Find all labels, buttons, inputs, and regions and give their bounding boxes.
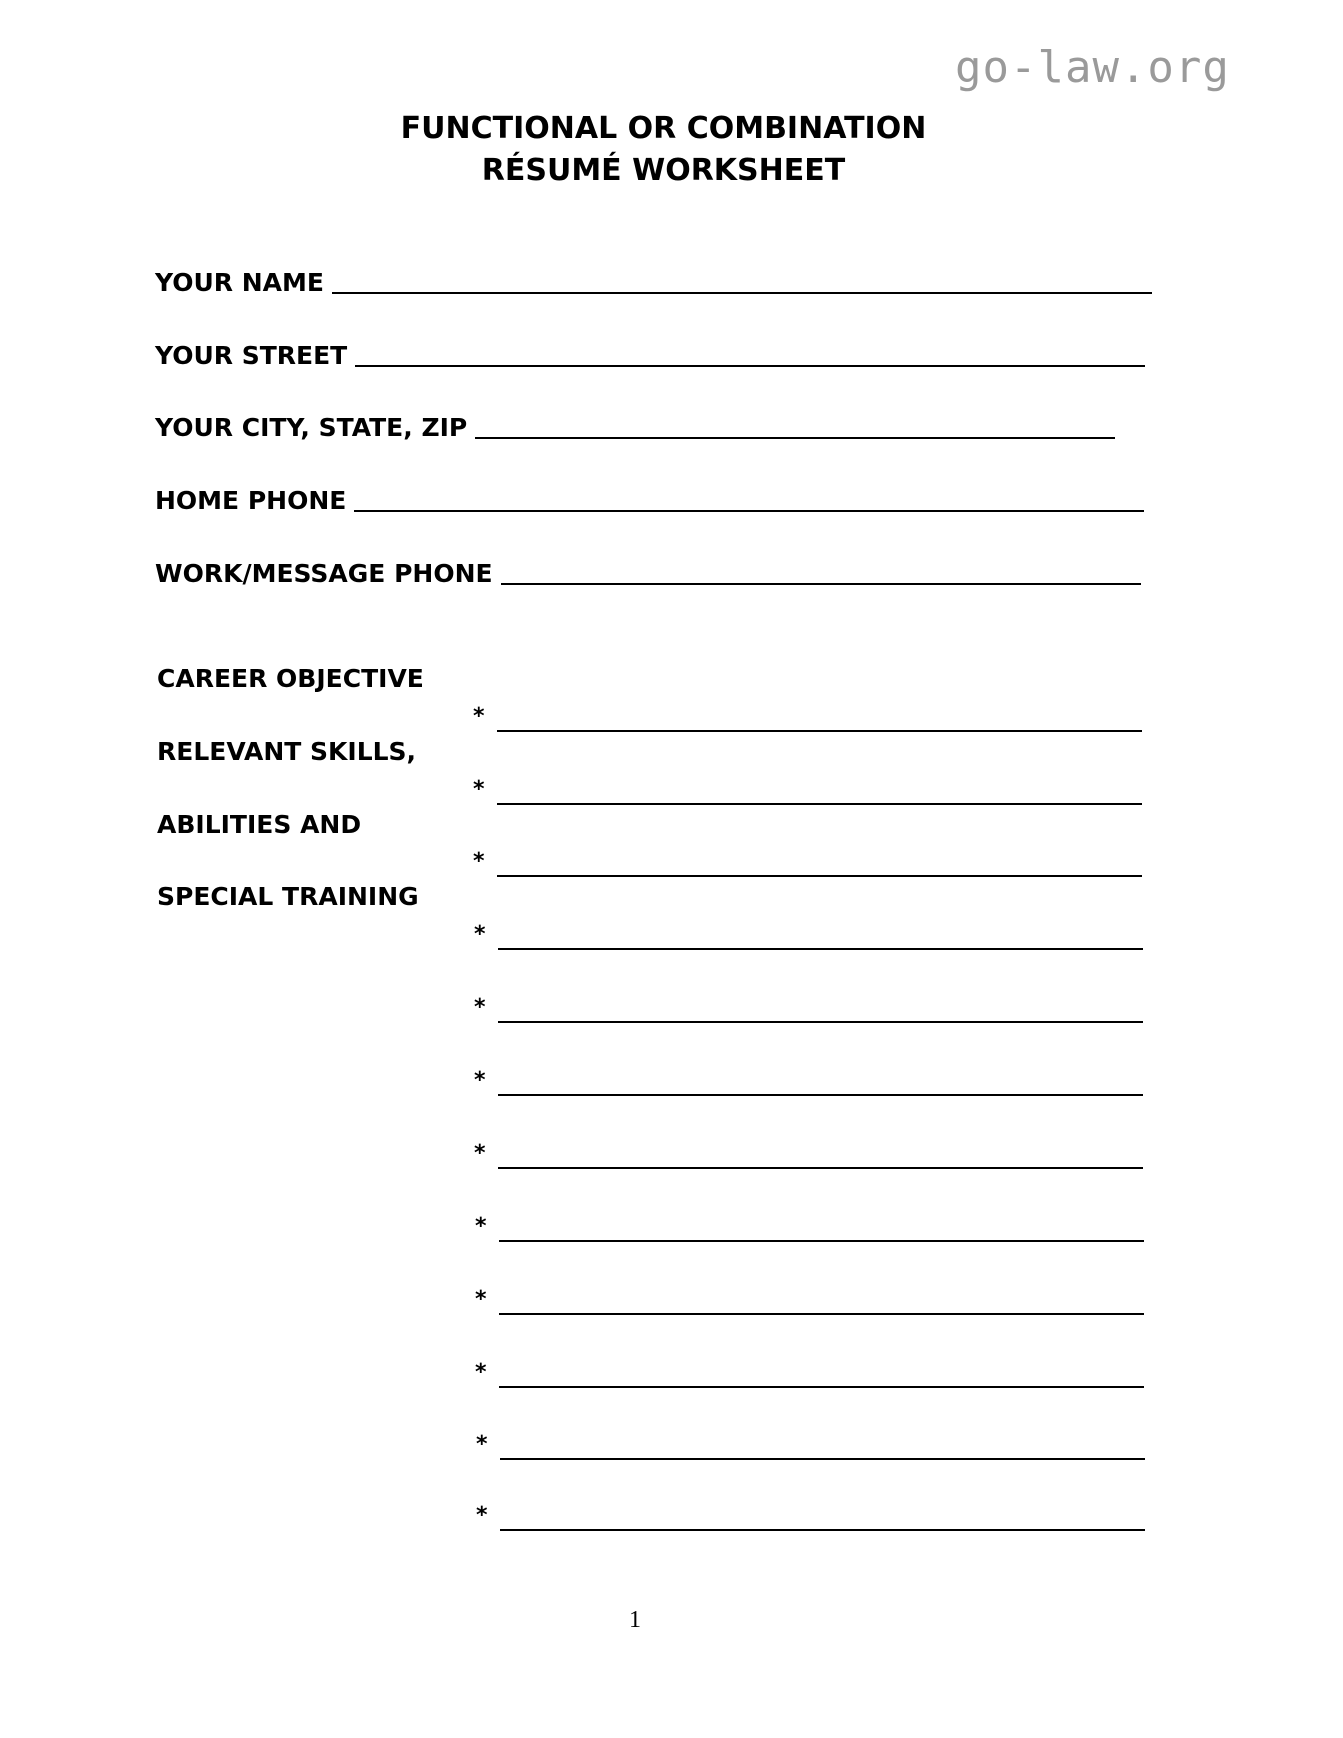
page-title bbox=[0, 108, 1343, 192]
bullet-input-line[interactable] bbox=[497, 730, 1142, 732]
bullet-icon: * bbox=[475, 1360, 487, 1385]
bullet-input-line[interactable] bbox=[498, 1094, 1143, 1096]
home-phone-field bbox=[155, 482, 1144, 516]
work-phone-label: WORK/MESSAGE PHONE bbox=[155, 559, 493, 588]
bullet-input-line[interactable] bbox=[497, 803, 1142, 805]
street-label: YOUR STREET bbox=[155, 341, 348, 370]
title-line-1: FUNCTIONAL OR COMBINATION bbox=[400, 111, 927, 146]
work-phone-field bbox=[155, 555, 1141, 589]
name-input-line[interactable] bbox=[332, 292, 1152, 294]
bullet-icon: * bbox=[473, 777, 485, 802]
bullet-input-line[interactable] bbox=[498, 1021, 1143, 1023]
bullet-icon: * bbox=[476, 1503, 488, 1528]
street-field bbox=[155, 337, 1145, 371]
work-phone-input-line[interactable] bbox=[501, 583, 1141, 585]
bullet-icon: * bbox=[474, 995, 486, 1020]
street-input-line[interactable] bbox=[355, 365, 1145, 367]
bullet-icon: * bbox=[474, 922, 486, 947]
bullet-input-line[interactable] bbox=[499, 1240, 1144, 1242]
bullet-input-line[interactable] bbox=[500, 1529, 1145, 1531]
bullet-icon: * bbox=[475, 1214, 487, 1239]
special-training-label: SPECIAL TRAINING bbox=[157, 882, 419, 911]
bullet-icon: * bbox=[474, 1141, 486, 1166]
abilities-label: ABILITIES AND bbox=[157, 810, 362, 839]
bullet-icon: * bbox=[474, 1068, 486, 1093]
watermark: go-law.org bbox=[955, 42, 1230, 93]
bullet-icon: * bbox=[473, 849, 485, 874]
name-label: YOUR NAME bbox=[155, 268, 324, 297]
city-state-zip-field bbox=[155, 409, 1115, 443]
city-state-zip-input-line[interactable] bbox=[475, 437, 1115, 439]
bullet-input-line[interactable] bbox=[498, 948, 1143, 950]
bullet-icon: * bbox=[476, 1432, 488, 1457]
bullet-icon: * bbox=[473, 704, 485, 729]
bullet-input-line[interactable] bbox=[497, 875, 1142, 877]
relevant-skills-label: RELEVANT SKILLS, bbox=[157, 737, 417, 766]
page-number: 1 bbox=[629, 1607, 641, 1633]
bullet-input-line[interactable] bbox=[499, 1386, 1144, 1388]
name-field bbox=[155, 264, 1152, 298]
home-phone-label: HOME PHONE bbox=[155, 486, 347, 515]
home-phone-input-line[interactable] bbox=[354, 510, 1144, 512]
title-line-2: RÉSUMÉ WORKSHEET bbox=[481, 153, 846, 188]
bullet-icon: * bbox=[475, 1287, 487, 1312]
city-state-zip-label: YOUR CITY, STATE, ZIP bbox=[155, 413, 468, 442]
career-objective-label: CAREER OBJECTIVE bbox=[157, 664, 424, 693]
bullet-input-line[interactable] bbox=[498, 1167, 1143, 1169]
bullet-input-line[interactable] bbox=[499, 1313, 1144, 1315]
bullet-input-line[interactable] bbox=[500, 1458, 1145, 1460]
